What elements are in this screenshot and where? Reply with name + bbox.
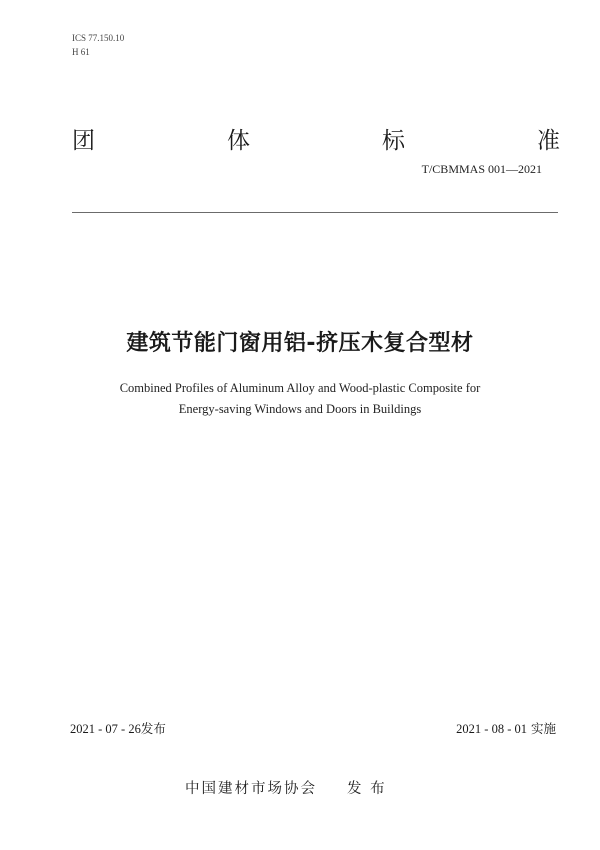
publisher-line [185, 777, 387, 798]
title-english [0, 378, 600, 420]
ccs-code: H 61 [72, 47, 90, 57]
title-english-line: Combined Profiles of Aluminum Alloy and Wood-plastic Composite for [119, 381, 481, 395]
header-divider [72, 212, 558, 213]
publisher-name: 中国建材市场协会 [185, 781, 317, 797]
implement-label: 实施 [530, 721, 556, 736]
issue-date: 2021 - 07 - 26 [70, 722, 141, 736]
title-english-line: Energy-saving Windows and Doors in Buildings [178, 402, 422, 416]
issue-date-block [70, 719, 166, 737]
standard-type-char: 准 [537, 127, 560, 154]
standard-type-heading [72, 120, 560, 156]
standard-type-char: 体 [227, 127, 250, 154]
standard-type-char: 标 [382, 127, 405, 154]
implement-date-block [456, 719, 556, 737]
issue-label: 发布 [140, 721, 166, 736]
ics-code: ICS 77.150.10 [72, 33, 125, 43]
standard-number: T/CBMMAS 001—2021 [421, 162, 542, 176]
standard-type-char: 团 [72, 127, 95, 154]
classification-codes [72, 31, 124, 59]
title-chinese: 建筑节能门窗用铝-挤压木复合型材 [126, 331, 474, 356]
implement-date: 2021 - 08 - 01 [456, 722, 527, 736]
publisher-action: 发 布 [347, 781, 387, 797]
